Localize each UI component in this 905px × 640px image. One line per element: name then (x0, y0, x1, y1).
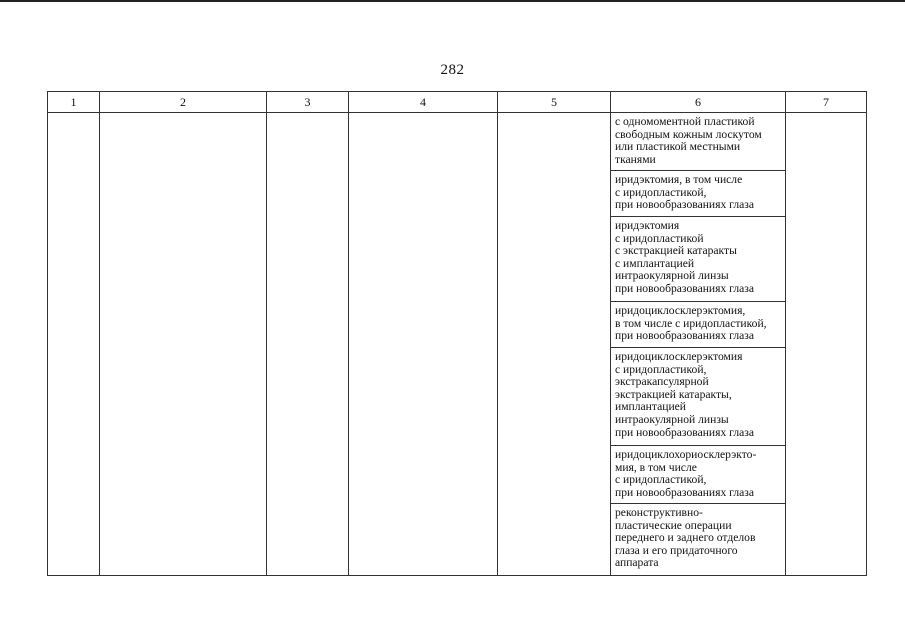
column-3-cell (267, 113, 349, 576)
column-header-6: 6 (611, 92, 786, 113)
procedure-text: иридоциклосклерэктомия с иридопластикой, экстракапсулярной экстракцией катаракты, имплантацией интраокулярной линзы при новообразованиях глаза (615, 350, 754, 439)
column-4-cell (349, 113, 498, 576)
procedure-cell (611, 113, 786, 171)
procedure-cell (611, 504, 786, 576)
column-header-3: 3 (267, 92, 349, 113)
procedure-text: иридэктомия, в том числе с иридопластикой, при новообразованиях глаза (615, 173, 754, 212)
procedure-text: иридэктомия с иридопластикой с экстракцией катаракты с имплантацией интраокулярной линзы при новообразованиях глаза (615, 219, 754, 295)
top-border-line (0, 0, 905, 2)
procedures-table (47, 91, 867, 576)
procedure-text: реконструктивно- пластические операции переднего и заднего отделов глаза и его придаточного аппарата (615, 506, 756, 570)
column-5-cell (498, 113, 611, 576)
table-header-row (48, 92, 867, 113)
column-header-7: 7 (786, 92, 867, 113)
column-header-5: 5 (498, 92, 611, 113)
column-header-4: 4 (349, 92, 498, 113)
column-header-1: 1 (48, 92, 100, 113)
column-header-2: 2 (100, 92, 267, 113)
procedure-text: иридоциклосклерэктомия, в том числе с иридопластикой, при новообразованиях глаза (615, 304, 767, 343)
column-7-cell (786, 113, 867, 576)
column-1-cell (48, 113, 100, 576)
procedure-cell (611, 302, 786, 348)
procedure-cell (611, 217, 786, 302)
procedure-cell (611, 348, 786, 446)
column-2-cell (100, 113, 267, 576)
page-number: 282 (440, 62, 465, 78)
procedure-text: с одномоментной пластикой свободным кожным лоскутом или пластикой местными тканями (615, 115, 762, 166)
procedure-cell (611, 171, 786, 217)
procedure-text: иридоциклохориосклерэкто- мия, в том числе с иридопластикой, при новообразованиях глаза (615, 448, 757, 499)
procedure-cell (611, 446, 786, 504)
table-row (48, 113, 867, 171)
